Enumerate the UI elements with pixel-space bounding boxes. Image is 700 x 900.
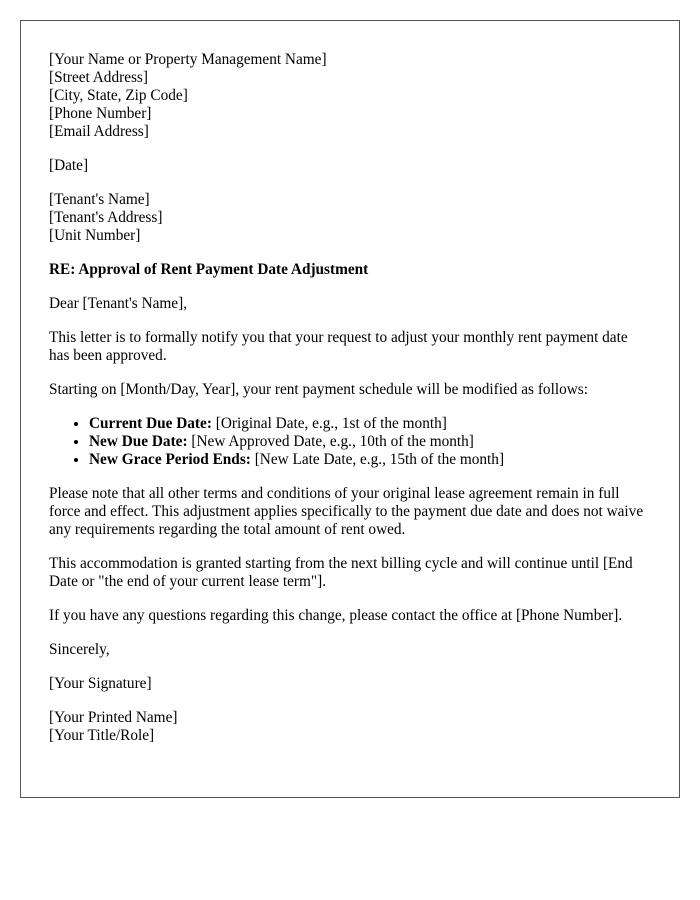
term-value: [New Late Date, e.g., 15th of the month]	[250, 451, 505, 468]
subject-line: RE: Approval of Rent Payment Date Adjustment	[49, 261, 369, 278]
accommodation-paragraph: This accommodation is granted starting from the next billing cycle and will continue until [End Date or "the end of your current lease term"].	[49, 555, 633, 590]
term-label: New Due Date:	[89, 433, 188, 450]
sender-email: [Email Address]	[49, 123, 149, 140]
signer-title: [Your Title/Role]	[49, 727, 155, 744]
terms-note-paragraph: Please note that all other terms and conditions of your original lease agreement remain in full force and effect. This adjustment applies specifically to the payment due date and does not waive any requirements regarding the total amount of rent owed.	[49, 485, 644, 538]
letter	[20, 20, 680, 798]
closing: Sincerely,	[49, 641, 110, 658]
sender-address-block	[49, 51, 649, 141]
term-label: New Grace Period Ends:	[89, 451, 251, 468]
recipient-address-block	[49, 191, 649, 245]
term-value: [New Approved Date, e.g., 10th of the month]	[187, 433, 474, 450]
sender-city-state-zip: [City, State, Zip Code]	[49, 87, 188, 104]
schedule-terms-list	[49, 415, 649, 469]
recipient-unit: [Unit Number]	[49, 227, 141, 244]
list-item	[89, 433, 649, 451]
list-item	[89, 415, 649, 433]
recipient-name: [Tenant's Name]	[49, 191, 150, 208]
intro-paragraph: This letter is to formally notify you that your request to adjust your monthly rent payment date has been approved.	[49, 329, 628, 364]
list-item	[89, 451, 649, 469]
signer-block	[49, 709, 649, 745]
signer-printed-name: [Your Printed Name]	[49, 709, 178, 726]
signature: [Your Signature]	[49, 675, 152, 692]
contact-paragraph: If you have any questions regarding this change, please contact the office at [Phone Number].	[49, 607, 623, 624]
sender-name: [Your Name or Property Management Name]	[49, 51, 327, 68]
term-label: Current Due Date:	[89, 415, 212, 432]
sender-street: [Street Address]	[49, 69, 148, 86]
schedule-intro-paragraph: Starting on [Month/Day, Year], your rent payment schedule will be modified as follows:	[49, 381, 588, 398]
sender-phone: [Phone Number]	[49, 105, 152, 122]
recipient-address: [Tenant's Address]	[49, 209, 163, 226]
term-value: [Original Date, e.g., 1st of the month]	[211, 415, 447, 432]
letter-date: [Date]	[49, 157, 89, 174]
salutation: Dear [Tenant's Name],	[49, 295, 188, 312]
